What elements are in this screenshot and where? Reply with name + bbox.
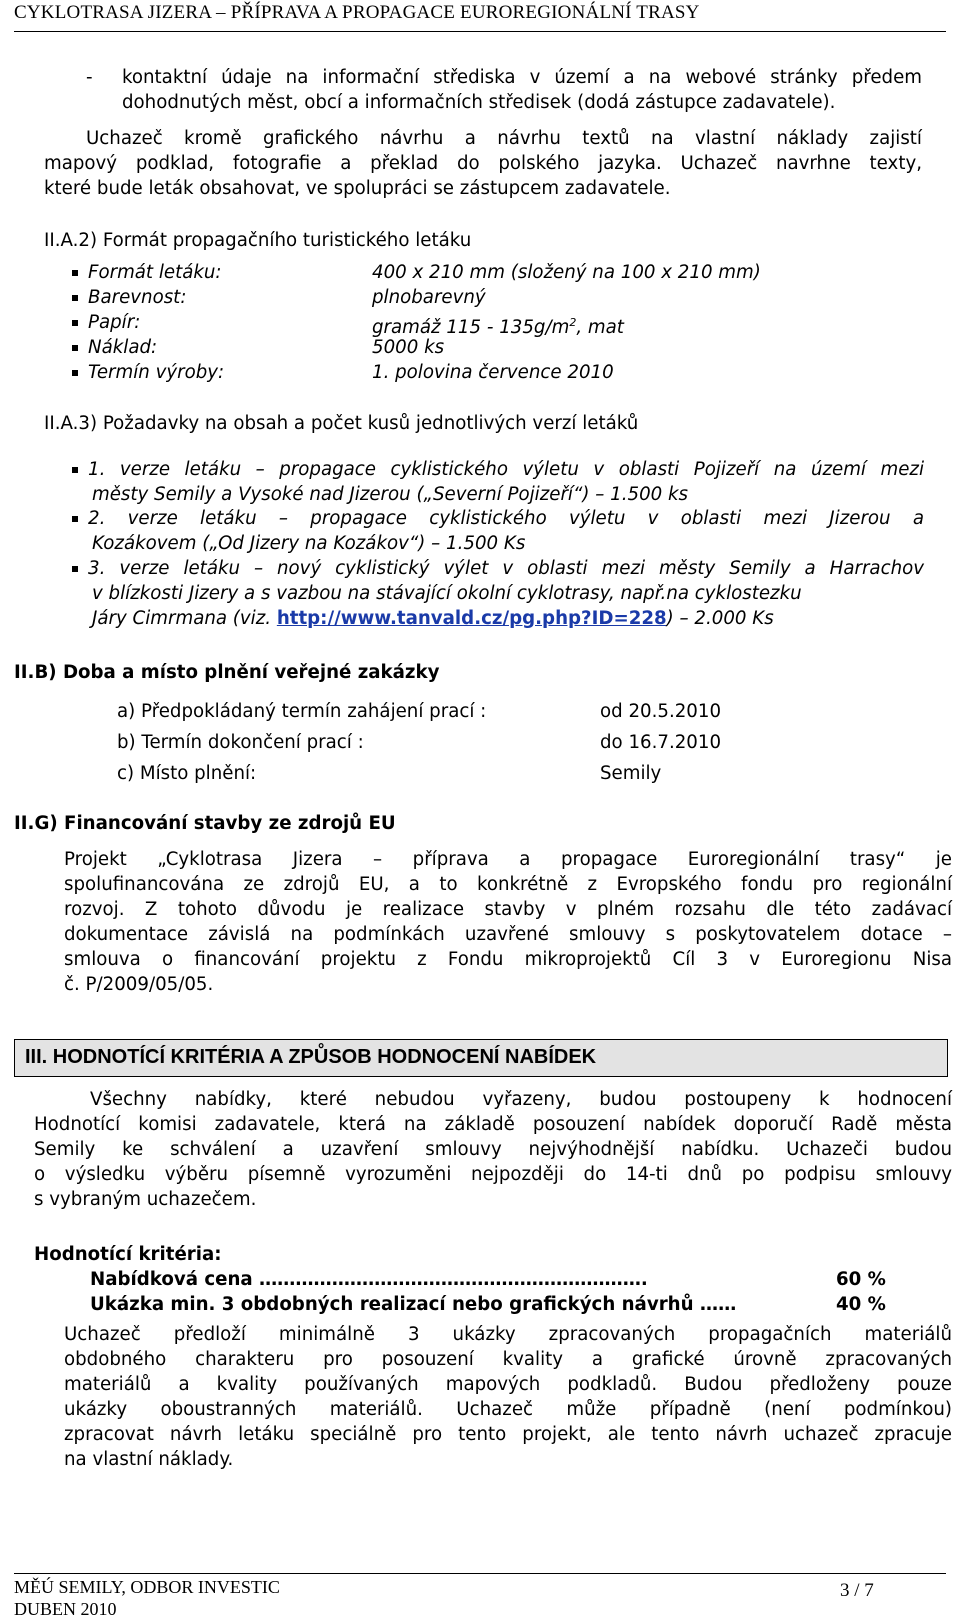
format-label: Náklad: [88,337,158,358]
bullet-icon [72,566,78,572]
criterion-label: Ukázka min. 3 obdobných realizací nebo grafických návrhů …… [90,1294,737,1315]
funding-line: smlouva o financování projektu z Fondu mikroprojektů Cíl 3 v Euroregionu Nisa [64,949,952,970]
schedule-label: a) Předpokládaný termín zahájení prací : [117,701,487,722]
format-value: gramáž $115 - 135g/m^2$, mat [372,316,624,339]
funding-line: dokumentace závislá na podmínkách uzavřené smlouvy s poskytovatelem dotace – [64,924,952,945]
samples-line: na vlastní náklady. [64,1449,234,1470]
dash-item-line-2: dohodnutých měst, obcí a informačních středisek (dodá zástupce zadavatele). [122,92,836,113]
samples-line: materiálů a kvality používaných mapových podkladů. Budou předloženy pouze [64,1374,952,1395]
schedule-label: b) Termín dokončení prací : [117,732,364,753]
intro-para-line-3: které bude leták obsahovat, ve spolupráci se zástupcem zadavatele. [44,178,671,199]
version-3-line-3: Járy Cimrmana (viz. http://www.tanvald.cz/pg.php?ID=228) – 2.000 Ks [92,608,774,629]
schedule-label: c) Místo plnění: [117,763,257,784]
funding-line: spolufinancována ze zdrojů EU, a to konkrétně z Evropského fondu pro regionální [64,874,952,895]
samples-line: zpracovat návrh letáku speciálně pro tento projekt, ale tento návrh uchazeč zpracuje [64,1424,952,1445]
funding-line: rozvoj. Z tohoto důvodu je realizace stavby v plném rozsahu dle této zadávací [64,899,952,920]
version-3-line-1: 3. verze letáku – nový cyklistický výlet v oblasti mezi městy Semily a Harrachov [88,558,924,579]
schedule-value: do 16.7.2010 [600,732,722,753]
version-3-line-2: v blízkosti Jizery a s vazbou na stávající okolní cyklotrasy, např.na cyklostezku [92,583,802,604]
format-label: Barevnost: [88,287,187,308]
intro-para-line-2: mapový podklad, fotografie a překlad do polského jazyka. Uchazeč navrhne texty, [44,153,922,174]
section-g-heading: II.G) Financování stavby ze zdrojů EU [14,813,396,834]
format-label: Termín výroby: [88,362,225,383]
criteria-intro-line: Hodnotící komisi zadavatele, která na základě posouzení nabídek doporučí Radě města [34,1114,952,1135]
page-number: 3 / 7 [840,1580,874,1601]
criterion-weight: 40 % [836,1294,886,1315]
tanvald-link[interactable]: http://www.tanvald.cz/pg.php?ID=228 [276,608,667,629]
section-3-heading: III. HODNOTÍCÍ KRITÉRIA A ZPŮSOB HODNOCENÍ NABÍDEK [25,1046,597,1068]
section-b-heading: II.B) Doba a místo plnění veřejné zakázky [14,662,440,683]
version-1-line-1: 1. verze letáku – propagace cyklistického výletu v oblasti Pojizeří na území mezi [88,459,924,480]
funding-line: Projekt „Cyklotrasa Jizera – příprava a propagace Euroregionální trasy“ je [64,849,952,870]
header-rule [14,31,946,32]
bullet-icon [72,270,78,276]
running-header: CYKLOTRASA JIZERA – PŘÍPRAVA A PROPAGACE EUROREGIONÁLNÍ TRASY [14,2,700,23]
criteria-title: Hodnotící kritéria: [34,1244,222,1265]
format-value: 5000 ks [372,337,445,358]
dash-item-line-1: kontaktní údaje na informační střediska v území a na webové stránky předem [122,67,922,88]
criteria-intro-line: Všechny nabídky, které nebudou vyřazeny, budou postoupeny k hodnocení [90,1089,952,1110]
samples-line: obdobného charakteru pro posouzení kvality a grafické úrovně zpracovaných [64,1349,952,1370]
funding-line: č. P/2009/05/05. [64,974,214,995]
footer-rule [14,1573,946,1574]
criterion-weight: 60 % [836,1269,886,1290]
footer-office: MĚÚ SEMILY, ODBOR INVESTIC [14,1577,280,1597]
samples-line: ukázky oboustranných materiálů. Uchazeč může případně (není podmínkou) [64,1399,952,1420]
format-label: Formát letáku: [88,262,222,283]
version-2-line-2: Kozákovem („Od Jizery na Kozákov“) – 1.500 Ks [92,533,526,554]
dash-marker: - [86,67,93,88]
version-2-line-1: 2. verze letáku – propagace cyklistického výletu v oblasti mezi Jizerou a [88,508,924,529]
format-value: plnobarevný [372,287,486,308]
bullet-icon [72,467,78,473]
bullet-icon [72,370,78,376]
criteria-intro-line: Semily ke schválení a uzavření smlouvy nejvýhodnější nabídku. Uchazeči budou [34,1139,952,1160]
schedule-value: od 20.5.2010 [600,701,722,722]
format-value: 400 x 210 mm (složený na 100 x 210 mm) [372,262,761,283]
criteria-intro-line: o výsledku výběru písemně vyrozuměni nejpozději do 14-ti dnů po podpisu smlouvy [34,1164,952,1185]
samples-line: Uchazeč předloží minimálně 3 ukázky zpracovaných propagačních materiálů [64,1324,952,1345]
criterion-label: Nabídková cena ………………………………………………………. [90,1269,648,1290]
version-1-line-2: městy Semily a Vysoké nad Jizerou („Severní Pojizeří“) – 1.500 ks [92,484,689,505]
section-3-heading-box [14,1039,948,1077]
footer-date: DUBEN 2010 [14,1599,117,1619]
bullet-icon [72,345,78,351]
format-label: Papír: [88,312,141,333]
bullet-icon [72,320,78,326]
bullet-icon [72,295,78,301]
bullet-icon [72,516,78,522]
versions-heading: II.A.3) Požadavky na obsah a počet kusů jednotlivých verzí letáků [44,413,639,434]
schedule-value: Semily [600,763,662,784]
format-value: 1. polovina července 2010 [372,362,614,383]
intro-para-line-1: Uchazeč kromě grafického návrhu a návrhu textů na vlastní náklady zajistí [86,128,922,149]
format-heading: II.A.2) Formát propagačního turistického letáku [44,230,472,251]
criteria-intro-line: s vybraným uchazečem. [34,1189,257,1210]
